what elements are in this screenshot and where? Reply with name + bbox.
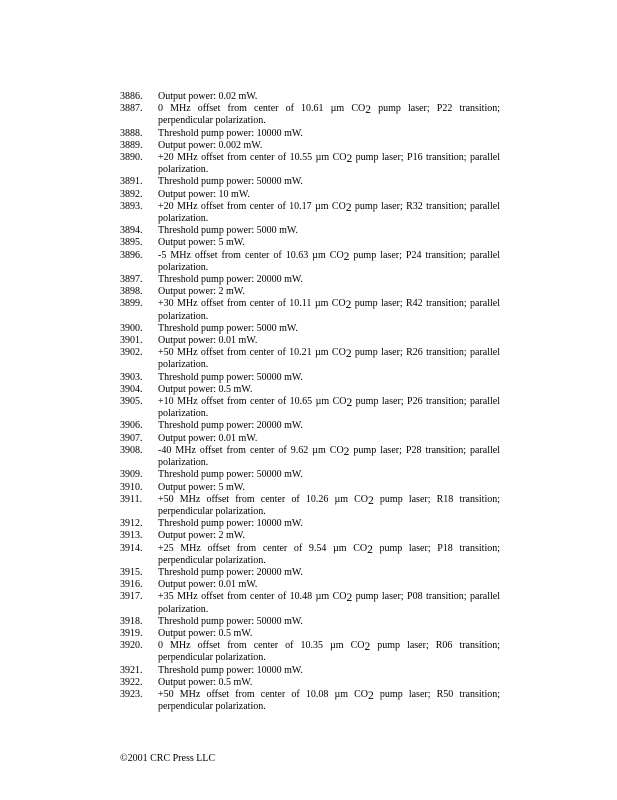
note-entry <box>120 591 500 615</box>
note-number: 3905. <box>120 396 143 408</box>
notes-list <box>120 91 500 713</box>
note-entry <box>120 384 500 396</box>
note-number: 3921. <box>120 664 143 676</box>
subscript: 2 <box>345 201 352 214</box>
note-number: 3911. <box>120 493 143 505</box>
subscript: 2 <box>346 592 353 605</box>
note-entry <box>120 665 500 677</box>
subscript: 2 <box>346 153 353 166</box>
subscript: 2 <box>346 397 353 410</box>
note-entry <box>120 677 500 689</box>
note-text: Output power: 0.01 mW. <box>158 432 258 444</box>
note-text-tail: pump laser; R18 transition; perpendicular polarization. <box>158 493 500 517</box>
note-text <box>158 250 500 274</box>
note-entry <box>120 445 500 469</box>
note-number: 3901. <box>120 335 143 347</box>
note-text-tail: pump laser; P26 transition; parallel polarization. <box>158 396 500 420</box>
note-text <box>158 347 500 371</box>
note-entry <box>120 482 500 494</box>
note-text <box>158 689 500 713</box>
note-entry <box>120 274 500 286</box>
note-text-tail: pump laser; R32 transition; parallel polarization. <box>158 200 501 225</box>
note-number: 3922. <box>120 676 143 688</box>
note-text-tail: pump laser; R26 transition; parallel polarization. <box>158 347 501 371</box>
note-text <box>158 640 500 664</box>
note-text <box>158 543 500 567</box>
note-entry <box>120 616 500 628</box>
note-number: 3889. <box>120 139 143 151</box>
note-number: 3910. <box>120 481 143 493</box>
note-text <box>158 201 500 225</box>
note-text: Threshold pump power: 5000 mW. <box>158 322 298 334</box>
note-text: Threshold pump power: 50000 mW. <box>158 176 303 188</box>
note-entry <box>120 689 500 713</box>
note-entry <box>120 469 500 481</box>
note-number: 3896. <box>120 249 143 261</box>
note-entry <box>120 396 500 420</box>
note-number: 3891. <box>120 176 143 188</box>
note-entry <box>120 347 500 371</box>
note-number: 3914. <box>120 542 143 554</box>
note-text: Output power: 0.01 mW. <box>158 335 258 347</box>
note-number: 3907. <box>120 432 143 444</box>
note-text <box>158 152 500 176</box>
note-entry <box>120 103 500 127</box>
note-text: Threshold pump power: 20000 mW. <box>158 274 303 286</box>
note-text-lead: 0 MHz offset from center of 10.35 µm CO <box>158 640 365 652</box>
note-number: 3892. <box>120 188 143 200</box>
note-text: Output power: 2 mW. <box>158 530 245 542</box>
note-entry <box>120 152 500 176</box>
note-text: Threshold pump power: 20000 mW. <box>158 566 303 578</box>
subscript: 2 <box>368 494 374 507</box>
subscript: 2 <box>345 299 352 312</box>
note-entry <box>120 237 500 249</box>
note-entry <box>120 189 500 201</box>
note-text: Threshold pump power: 10000 mW. <box>158 127 303 139</box>
note-text-lead: +50 MHz offset from center of 10.21 µm CO <box>158 347 346 359</box>
note-text: Output power: 0.5 mW. <box>158 383 253 395</box>
note-text: Threshold pump power: 10000 mW. <box>158 664 303 676</box>
note-text-tail: pump laser; P24 transition; parallel polarization. <box>158 249 500 273</box>
subscript: 2 <box>364 641 371 654</box>
note-number: 3915. <box>120 566 143 578</box>
note-text-lead: +20 MHz offset from center of 10.55 µm CO <box>158 152 347 164</box>
note-text <box>158 445 500 469</box>
note-entry <box>120 128 500 140</box>
subscript: 2 <box>367 543 373 556</box>
note-number: 3890. <box>120 152 143 164</box>
note-number: 3908. <box>120 444 143 456</box>
note-text: Output power: 0.5 mW. <box>158 676 253 688</box>
note-entry <box>120 640 500 664</box>
note-text-tail: pump laser; P08 transition; parallel polarization. <box>158 591 500 615</box>
note-text-lead: +50 MHz offset from center of 10.08 µm CO <box>158 688 369 700</box>
note-entry <box>120 91 500 103</box>
note-number: 3894. <box>120 225 143 237</box>
note-text-lead: +35 MHz offset from center of 10.48 µm CO <box>158 591 347 603</box>
note-number: 3900. <box>120 322 143 334</box>
note-text: Threshold pump power: 50000 mW. <box>158 371 303 383</box>
note-entry <box>120 250 500 274</box>
note-entry <box>120 176 500 188</box>
note-text: Output power: 5 mW. <box>158 481 245 493</box>
note-number: 3916. <box>120 579 143 591</box>
note-entry <box>120 433 500 445</box>
note-text: Threshold pump power: 5000 mW. <box>158 225 298 237</box>
note-entry <box>120 494 500 518</box>
note-text: Output power: 0.5 mW. <box>158 627 253 639</box>
note-text-lead: +25 MHz offset from center of 9.54 µm CO <box>158 542 368 554</box>
subscript: 2 <box>345 348 352 361</box>
note-number: 3902. <box>120 347 143 359</box>
note-number: 3919. <box>120 627 143 639</box>
note-entry <box>120 372 500 384</box>
note-number: 3887. <box>120 103 143 115</box>
subscript: 2 <box>343 250 350 263</box>
note-number: 3895. <box>120 237 143 249</box>
note-text-lead: +50 MHz offset from center of 10.26 µm CO <box>158 493 369 505</box>
note-number: 3893. <box>120 200 143 212</box>
note-number: 3909. <box>120 469 143 481</box>
note-number: 3898. <box>120 286 143 298</box>
note-text-lead: +10 MHz offset from center of 10.65 µm CO <box>158 396 347 408</box>
note-text-tail: pump laser; R06 transition; perpendicular polarization. <box>158 640 500 664</box>
note-entry <box>120 201 500 225</box>
note-text-tail: pump laser; P22 transition; perpendicular polarization. <box>158 103 501 127</box>
note-text: Output power: 10 mW. <box>158 188 250 200</box>
note-entry <box>120 628 500 640</box>
note-number: 3913. <box>120 530 143 542</box>
subscript: 2 <box>343 445 350 458</box>
note-text-tail: pump laser; R42 transition; parallel polarization. <box>158 298 500 322</box>
note-number: 3903. <box>120 371 143 383</box>
note-text: Threshold pump power: 50000 mW. <box>158 469 303 481</box>
note-number: 3899. <box>120 298 143 310</box>
note-number: 3920. <box>120 640 143 652</box>
copyright-footer: ©2001 CRC Press LLC <box>120 753 216 764</box>
note-text <box>158 298 500 322</box>
subscript: 2 <box>365 104 371 117</box>
note-text-tail: pump laser; P28 transition; parallel polarization. <box>158 444 500 469</box>
note-entry <box>120 530 500 542</box>
note-text: Threshold pump power: 10000 mW. <box>158 518 303 530</box>
note-entry <box>120 225 500 237</box>
note-number: 3897. <box>120 274 143 286</box>
note-text-tail: pump laser; R50 transition; perpendicular polarization. <box>158 688 500 713</box>
note-text: Output power: 0.002 mW. <box>158 139 263 151</box>
note-text <box>158 591 500 615</box>
note-entry <box>120 579 500 591</box>
note-number: 3912. <box>120 518 143 530</box>
note-text-tail: pump laser; P18 transition; perpendicular polarization. <box>158 542 501 566</box>
note-text: Output power: 0.01 mW. <box>158 579 258 591</box>
subscript: 2 <box>368 689 374 702</box>
note-text: Output power: 2 mW. <box>158 286 245 298</box>
note-text-lead: -5 MHz offset from center of 10.63 µm CO <box>158 249 344 261</box>
note-entry <box>120 420 500 432</box>
note-text: Output power: 0.02 mW. <box>158 91 258 102</box>
note-text-lead: 0 MHz offset from center of 10.61 µm CO <box>158 103 366 115</box>
note-entry <box>120 567 500 579</box>
note-text <box>158 396 500 420</box>
note-number: 3888. <box>120 127 143 139</box>
note-text: Output power: 5 mW. <box>158 237 245 249</box>
note-text: Threshold pump power: 50000 mW. <box>158 615 303 627</box>
note-number: 3904. <box>120 383 143 395</box>
note-entry <box>120 140 500 152</box>
note-text <box>158 103 500 127</box>
note-entry <box>120 323 500 335</box>
note-entry <box>120 518 500 530</box>
note-number: 3906. <box>120 420 143 432</box>
note-number: 3918. <box>120 615 143 627</box>
note-entry <box>120 335 500 347</box>
note-entry <box>120 543 500 567</box>
note-entry <box>120 298 500 322</box>
note-text <box>158 494 500 518</box>
note-entry <box>120 286 500 298</box>
note-number: 3917. <box>120 591 143 603</box>
note-text-lead: +20 MHz offset from center of 10.17 µm CO <box>158 200 346 212</box>
note-text-lead: -40 MHz offset from center of 9.62 µm CO <box>158 444 344 456</box>
note-text: Threshold pump power: 20000 mW. <box>158 420 303 432</box>
note-number: 3923. <box>120 688 143 700</box>
note-text-lead: +30 MHz offset from center of 10.11 µm CO <box>158 298 346 310</box>
note-number: 3886. <box>120 91 143 102</box>
note-text-tail: pump laser; P16 transition; parallel polarization. <box>158 152 500 176</box>
